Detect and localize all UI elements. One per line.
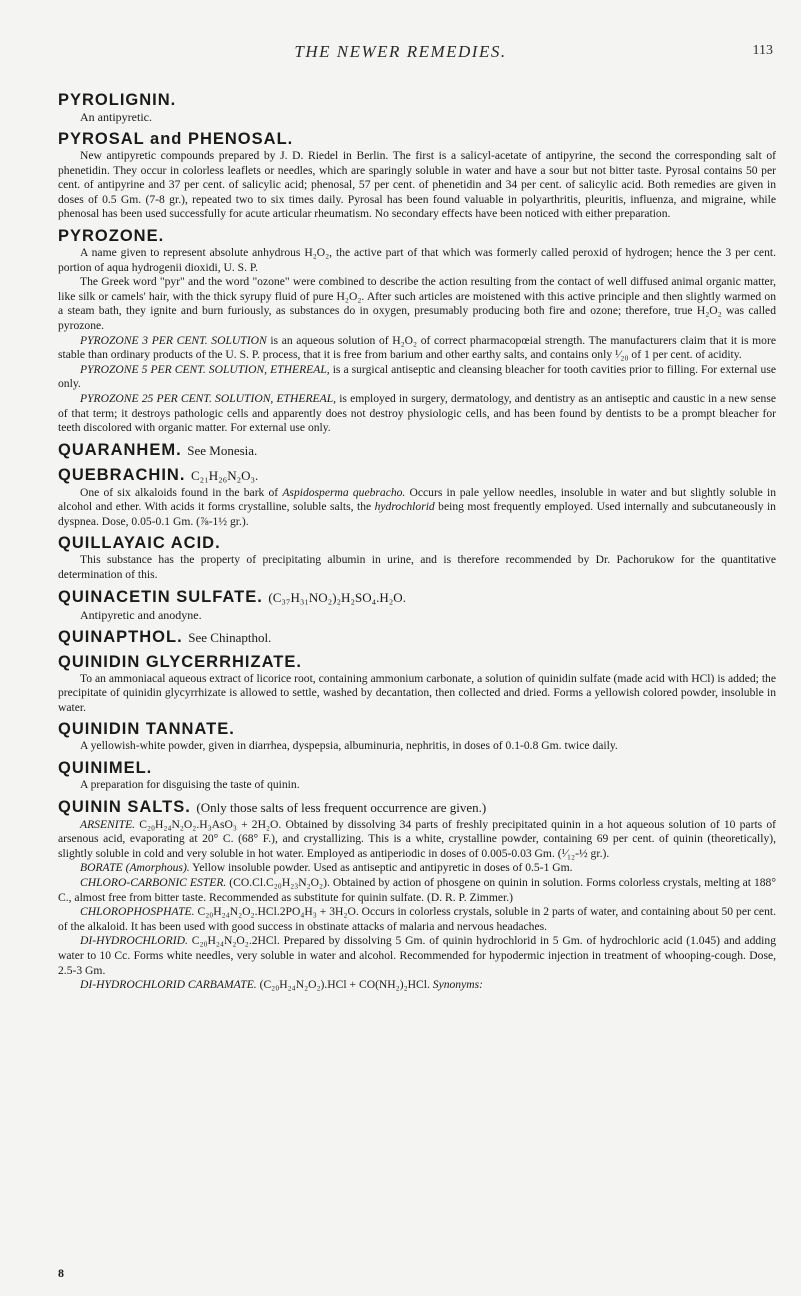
subentry-text: is a surgical antiseptic and cleansing bleacher for tooth cavities prior to filling. For external use only. (58, 362, 776, 391)
entry-note: (Only those salts of less frequent occurrence are given.) (196, 799, 487, 815)
running-title: THE NEWER REMEDIES. (294, 42, 507, 61)
synonyms-label: Synonyms: (432, 978, 483, 992)
signature-mark: 8 (58, 1266, 64, 1280)
italic-run: hydrochlorid (374, 500, 435, 514)
subentry-label: ARSENITE. (80, 817, 136, 831)
entry-heading-quinimel: QUINIMEL. (58, 759, 153, 778)
heading-text: QUINACETIN SULFATE. (58, 587, 263, 606)
heading-text: QUINAPTHOL. (58, 627, 183, 646)
entry-heading-quinacetin (58, 587, 776, 608)
subentry-text: C₂₀H₂₄N₂O₂.H₃AsO₃ + 2H₂O. Obtained by dissolving 34 parts of freshly precipitated quinin in a hot aqueous solution of 10 parts of arsenous acid, evaporating at 20° C. (68° F.), and crystallizing. This is a white, crystalline powder, containing 69 per cent. of quinin (theoretically), slightly soluble in cold and very soluble in hot water. Employed as antiperiodic in doses of 0.005-0.03 Gm. (¹⁄₁₂-½ gr.). (58, 817, 776, 860)
text-run: One of six alkaloids found in the bark of (80, 485, 283, 499)
subentry-di-hydrochlorid (58, 934, 776, 978)
subentry-text: is employed in surgery, dermatology, and dentistry as an antiseptic and caustic in a new sense of that term; it destroys pathologic cells and apparently does not destroy physiologic cells, and has been found by dentists to be a prompt bleacher for teeth discolored with organic matter. For external use only. (58, 391, 776, 435)
subentry-text: C₂₀H₂₄N₂O₂.HCl.2PO₄H₃ + 3H₂O. Occurs in colorless crystals, soluble in 2 parts of water, and containing about 50 per cent. of the alkaloid. It has been used with good success in obstinate attacks of malaria and nervous headaches. (58, 905, 776, 933)
cross-reference: See Monesia. (187, 442, 258, 458)
entry-heading-pyrolignin: PYROLIGNIN. (58, 91, 177, 109)
entry-heading-pyrosal: PYROSAL and PHENOSAL. (58, 130, 294, 148)
page-content (58, 86, 776, 993)
entry-heading-quaranhem (58, 440, 776, 461)
subentry-label: BORATE (Amorphous). (80, 861, 190, 875)
subentry-label: PYROZONE 3 PER CENT. SOLUTION (80, 333, 267, 347)
page-number: 113 (752, 43, 773, 58)
entry-heading-quebrachin (58, 465, 776, 486)
entry-text-pyrozone-5 (58, 392, 776, 436)
heading-text: QUEBRACHIN. (58, 465, 186, 484)
subentry-chlorophosphate (58, 905, 776, 934)
subentry-arsenite (58, 818, 776, 862)
entry-text-quinimel: A preparation for disguising the taste of quinin. (80, 778, 300, 792)
subentry-di-hydrochlorid-carbamate (58, 978, 776, 993)
text-run: Occurs in pale yellow needles, insoluble in water and but slightly soluble in alcohol and ether. With acids it forms crystalline, soluble salts, the (58, 485, 776, 514)
entry-text-pyrozone-2: The Greek word "pyr" and the word "ozone" were combined to describe the action resulting from the contact of well diffused animal organic matter, like silk or camels' hair, with the thick syrupy fluid of pure H₂O₂. After such articles are moistened with this active principle and then slightly warmed on a steam bath, they ignite and burn furiously, as substances do in oxygen, presumably producing both fire and ozone; therefore, true H₂O₂ was called pyrozone. (58, 275, 776, 332)
subentry-text: (C₂₀H₂₄N₂O₂).HCl + CO(NH₂)₂HCl. (256, 978, 433, 992)
entry-heading-quinidin-glycerrhizate: QUINIDIN GLYCERRHIZATE. (58, 652, 302, 671)
entry-text-quinidin-tannate: A yellowish-white powder, given in diarrhea, dyspepsia, albuminuria, nephritis, in doses of 0.1-0.8 Gm. twice daily. (80, 739, 618, 753)
subentry-label: CHLOROPHOSPHATE. (80, 905, 195, 919)
chemical-formula: C₂₁H₂₆N₂O₃. (191, 467, 259, 483)
entry-heading-quinapthol (58, 627, 776, 648)
italic-run: Aspidosperma quebracho. (282, 485, 406, 499)
entry-text-pyrosal: New antipyretic compounds prepared by J. D. Riedel in Berlin. The first is a salicyl-acetate of antipyrine, the second the corresponding salt of phenetidin. They occur in colorless leaflets or needles, which are sparingly soluble in water and have a sour but not bitter taste. Pyrosal contains 50 per cent. of antipyrine and 37 per cent. of salicylic acid; phenosal, 57 per cent. of phenetidin and 34 per cent. of salicylic acid. Both remedies are given in doses of 0.5 Gm. (7-8 gr.), repeated two to six times daily. Pyrosal has been found valuable in polyarthritis, pleuritis, influenza, and migraine, while phenosal has been used successfully for acute articular rheumatism. No secondary effects have been noticed with either preparation. (58, 149, 776, 221)
cross-reference: See Chinapthol. (188, 629, 272, 645)
text-run: being most frequently employed. Used internally and subcutaneously in dyspnea. Dose, 0.05-0.1 Gm. (⅞-1½ gr.). (58, 500, 776, 528)
heading-text: QUININ SALTS. (58, 797, 191, 816)
subentry-text: is an aqueous solution of H₂O₂ of correct pharmacopœial strength. The manufacturers claim that it is more stable than ordinary products of the U. S. P. process, that it is free from barium and other earthy salts, and contains only ¹⁄₂₀ of 1 per cent. of acidity. (58, 333, 776, 362)
entry-text-pyrozone-3 (58, 334, 776, 363)
entry-heading-quillayaic: QUILLAYAIC ACID. (58, 534, 221, 553)
subentry-text: (CO.Cl.C₂₀H₂₃N₂O₂). Obtained by action of phosgene on quinin in solution. Forms colorless crystals, melting at 188° C., almost free from bitter taste. Recommended as substitute for quinin sulfate. (D. R. P. Zimmer.) (58, 876, 776, 904)
chemical-formula: (C₃₇H₃₁NO₂)₂H₂SO₄.H₂O. (268, 589, 406, 605)
entry-heading-quinin-salts (58, 797, 776, 818)
entry-heading-quinidin-tannate: QUINIDIN TANNATE. (58, 720, 235, 739)
subentry-label: PYROZONE 25 PER CENT. SOLUTION, ETHEREAL, (80, 391, 337, 405)
subentry-label: PYROZONE 5 PER CENT. SOLUTION, ETHEREAL, (80, 362, 330, 376)
subentry-chloro-carbonic-ester (58, 876, 776, 905)
entry-text-pyrozone-1: A name given to represent absolute anhydrous H₂O₂, the active part of that which was formerly called peroxid of hydrogen; hence the 3 per cent. portion of aqua hydrogenii dioxidi, U. S. P. (58, 245, 776, 274)
entry-desc-pyrolignin: An antipyretic. (80, 110, 152, 124)
entry-text-quinidin-glycerrhizate: To an ammoniacal aqueous extract of licorice root, containing ammonium carbonate, a solution of quinidin sulfate (made acid with HCl) is added; the precipitate of quinidin glycyrrhizate is allowed to settle, washed by decantation, then collected and dried. Forms a yellowish colored powder, insoluble in water. (58, 671, 776, 714)
entry-text-pyrozone-4 (58, 363, 776, 392)
subentry-text: C₂₀H₂₄N₂O₂.2HCl. Prepared by dissolving 5 Gm. of quinin hydrochlorid in 5 Gm. of hydrochloric acid (1.045) and adding water to 10 Cc. Forms white needles, very soluble in water and alcohol. Recommended for hypodermic injection in treatment of whooping-cough. Dose, 2.5-3 Gm. (58, 934, 776, 977)
subentry-label: CHLORO-CARBONIC ESTER. (80, 876, 227, 889)
entry-text-quillayaic: This substance has the property of precipitating albumin in urine, and is therefore recommended by Dr. Pachorukow for the quantitative determination of this. (58, 553, 776, 582)
subentry-label: DI-HYDROCHLORID. (80, 934, 188, 948)
entry-text-quebrachin (58, 486, 776, 530)
entry-heading-pyrozone: PYROZONE. (58, 226, 165, 245)
running-head (0, 42, 801, 62)
entry-desc-quinacetin: Antipyretic and anodyne. (80, 607, 202, 622)
heading-text: QUARANHEM. (58, 440, 182, 459)
subentry-label: DI-HYDROCHLORID CARBAMATE. (80, 978, 257, 992)
subentry-borate (58, 861, 776, 876)
subentry-text: Yellow insoluble powder. Used as antiseptic and antipyretic in doses of 0.5-1 Gm. (189, 861, 573, 875)
